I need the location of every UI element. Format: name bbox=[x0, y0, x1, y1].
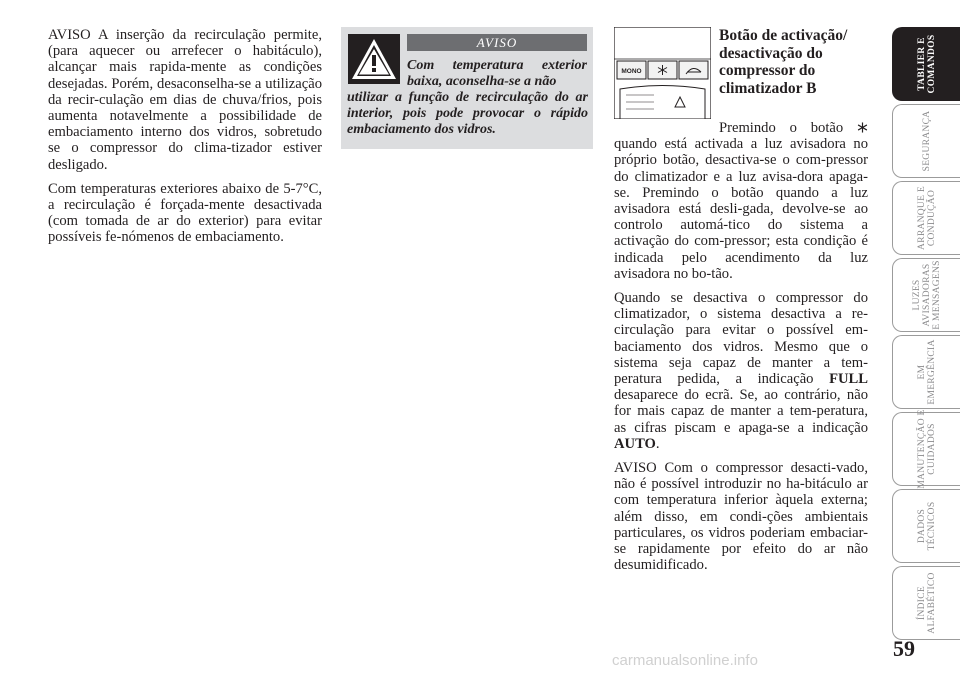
watermark: carmanualsonline.info bbox=[612, 652, 758, 669]
page-number: 59 bbox=[893, 636, 915, 661]
climate-control-panel-illustration bbox=[614, 27, 711, 119]
compressor-warning-paragraph: AVISO Com o compressor desacti-vado, não é possível introduzir no ha-bitáculo ar com temperatura inferior àquela externa; além disso, em condi-ções ambientais particulares, os vidros poderiam embaciar-se rapidamente por efeito do ar não desumidificado. bbox=[614, 460, 868, 574]
section-tabs bbox=[892, 27, 960, 643]
section-tab-label: MANUTENÇÃO E CUIDADOS bbox=[916, 409, 937, 489]
section-tab-label: EM EMERGÊNCIA bbox=[916, 339, 937, 405]
section-tab-1[interactable] bbox=[892, 104, 960, 178]
warning-lead-text: Com temperatura exterior baixa, aconselha-se a não bbox=[407, 58, 587, 89]
section-tab-3[interactable] bbox=[892, 258, 960, 332]
section-tab-7[interactable] bbox=[892, 566, 960, 640]
warning-box bbox=[341, 27, 593, 149]
right-column bbox=[614, 120, 868, 581]
warning-body-text: utilizar a função de recirculação do ar interior, pois pode provocar o rápido embaciamento dos vidros. bbox=[347, 90, 588, 137]
full-indication: FULL bbox=[829, 371, 868, 388]
section-tab-label: SEGURANÇA bbox=[921, 110, 932, 172]
snowflake-icon bbox=[857, 122, 868, 133]
left-column bbox=[48, 27, 322, 254]
compressor-deactivation-paragraph: Quando se desactiva o compressor do climatizador, o sistema desactiva a re-circulação para evitar o possível em-baciamento dos vidros. Mesmo que o sistema seja capaz de manter a tem-peratura pedida, a indicação FULL desaparece do ecrã. Se, ao contrário, não for mais capaz de manter a tem-peratura, as cifras piscam e apaga-se a indicação AUTO. bbox=[614, 290, 868, 452]
compressor-button-paragraph: Premindo o botão quando está activada a luz avisadora no próprio botão, desactiva-se o com-pressor do climatizador e a luz avisa-dora apaga-se. Premindo o botão quando a luz avisadora está desli-gada, devolve-se ao controlo automá-tico do sistema a activação do com-pressor; esta condição é indicada pelo acendimento da luz avisadora no bo-tão. bbox=[614, 120, 868, 282]
section-tab-label: LUZES AVISADORAS E MENSAGENS bbox=[911, 260, 942, 330]
section-title: Botão de activação/ desactivação do compressor do climatizador B bbox=[719, 27, 848, 97]
warning-header: AVISO bbox=[407, 34, 587, 51]
auto-indication: AUTO bbox=[614, 435, 656, 452]
warning-triangle-icon bbox=[348, 34, 400, 84]
section-tab-5[interactable] bbox=[892, 409, 960, 489]
recirculation-temperature-paragraph: Com temperaturas exteriores abaixo de 5-7°C, a recirculação é forçada-mente desactivada (com tomada de ar do exterior) para evitar possíveis fe-nómenos de embaciamento. bbox=[48, 180, 322, 246]
section-tab-0[interactable] bbox=[892, 27, 960, 101]
section-tab-label: ÍNDICE ALFABÉTICO bbox=[916, 572, 937, 634]
section-tab-6[interactable] bbox=[892, 489, 960, 563]
section-tab-label: ARRANQUE E CONDUÇÃO bbox=[916, 186, 937, 250]
section-tab-label: DADOS TÉCNICOS bbox=[916, 501, 937, 551]
recirculation-warning-paragraph: AVISO A inserção da recirculação permite, (para aquecer ou arrefecer o habitáculo), alcançar mais rapida-mente as condições desejadas. Porém, desaconselha-se a utilização da recir-culação em dias de chuva/frios, pois aumenta notavelmente a possibilidade de embaciamento interno dos vidros, sobretudo se o compressor do clima-tizador estiver desligado. bbox=[48, 27, 322, 173]
section-tab-label: TABLIER E COMANDOS bbox=[916, 34, 937, 94]
section-tab-4[interactable] bbox=[892, 335, 960, 409]
mono-button-label: MONO bbox=[621, 68, 642, 75]
section-tab-2[interactable] bbox=[892, 181, 960, 255]
